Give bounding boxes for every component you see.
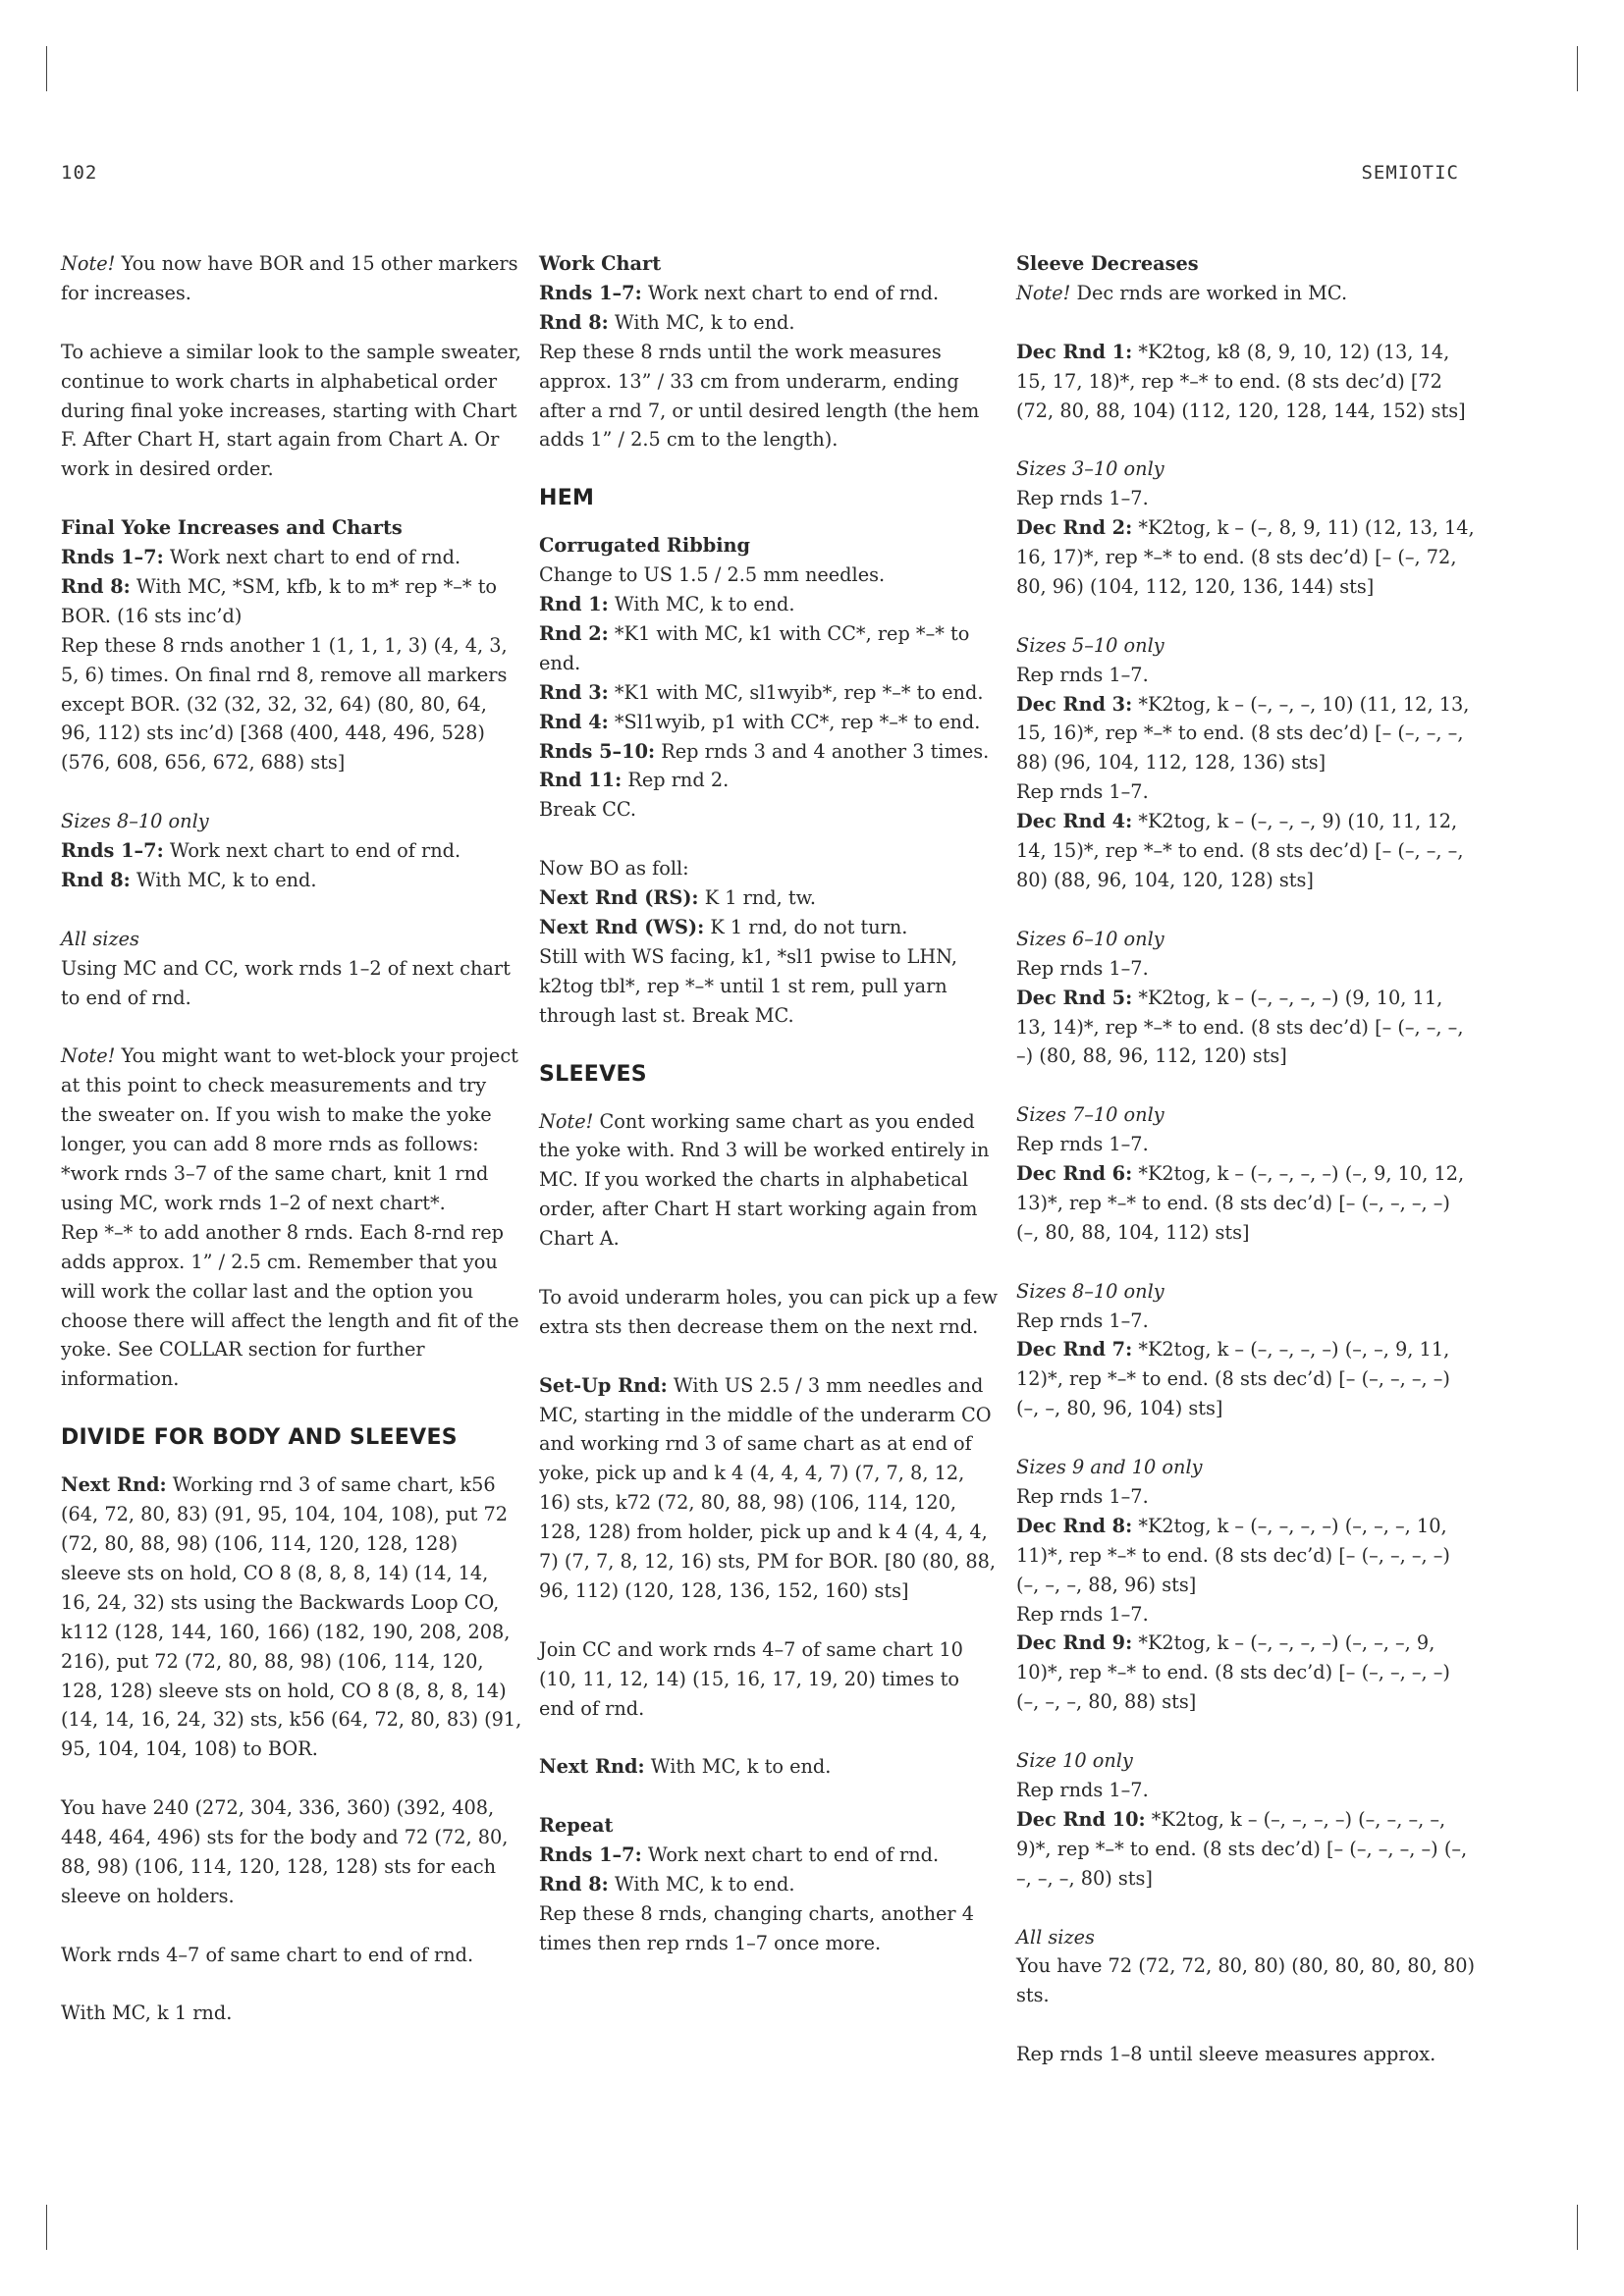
dec-rnd-10: Dec Rnd 10: *K2tog, k – (–, –, –, –) (–, –, –, –, 9)*, rep *–* to end. (8 sts dec’d) [– (–, –, –, –) (–, –, –, –, 80) sts] [1016, 1807, 1468, 1890]
sleeve-decreases-heading: Sleeve Decreases [1016, 252, 1199, 275]
size-10-rep: Rep rnds 1–7. [1016, 1779, 1149, 1801]
work-chart-heading: Work Chart [539, 252, 662, 275]
sizes-9-10-rep: Rep rnds 1–7. [1016, 1484, 1149, 1508]
hem-rnd-4: Rnd 4: *Sl1wyib, p1 with CC*, rep *–* to end. [539, 710, 981, 733]
work-chart-rnd-8: Rnd 8: With MC, k to end. [539, 310, 795, 334]
hem-next-rnd-rs: Next Rnd (RS): K 1 rnd, tw. [539, 886, 816, 910]
final-yoke-rnds-1-7: Rnds 1–7: Work next chart to end of rnd. [61, 546, 461, 569]
sizes-6-10-section [1016, 925, 1478, 1072]
sizes-8-10-rnds-1-7: Rnds 1–7: Work next chart to end of rnd. [61, 839, 461, 863]
work-chart-repeat: Rep these 8 rnds until the work measures approx. 13” / 33 cm from underarm, ending after a rnd 7, or until desired length (the hem adds 1” / 2.5 cm to the length). [539, 340, 980, 452]
sleeves-heading: SLEEVES [539, 1061, 647, 1087]
hem-bind-off: Still with WS facing, k1, *sl1 pwise to LHN, k2tog tbl*, rep *–* until 1 st rem, pull yarn through last st. Break MC. [539, 944, 957, 1027]
divide-work-rnds: Work rnds 4–7 of same chart to end of rnd. [61, 1943, 474, 1966]
sizes-9-10-section [1016, 1453, 1478, 1717]
dec-rnd-7: Dec Rnd 7: *K2tog, k – (–, –, –, –) (–, –, 9, 11, 12)*, rep *–* to end. (8 sts dec’d) [– (–, –, –, –) (–, –, 80, 96, 104) sts] [1016, 1338, 1450, 1420]
sizes-5-10-section [1016, 631, 1478, 895]
dec-rnd-2: Dec Rnd 2: *K2tog, k – (–, 8, 9, 11) (12, 13, 14, 16, 17)*, rep *–* to end. (8 sts dec’d) [– (–, 72, 80, 96) (104, 112, 120, 136, 144) sts] [1016, 516, 1475, 598]
corrugated-ribbing-heading: Corrugated Ribbing [539, 534, 751, 558]
hem-heading: HEM [539, 486, 595, 511]
dec-rnd-4: Dec Rnd 4: *K2tog, k – (–, –, –, 9) (10, 11, 12, 14, 15)*, rep *–* to end. (8 sts dec’d) [– (–, –, –, 80) (88, 96, 104, 120, 128) sts] [1016, 810, 1464, 891]
note-markers: Note! You now have BOR and 15 other markers for increases. [61, 252, 518, 304]
repeat-rnd-8: Rnd 8: With MC, k to end. [539, 1873, 795, 1896]
sizes-5-10-rep-2: Rep rnds 1–7. [1016, 780, 1149, 804]
sample-look-paragraph: To achieve a similar look to the sample sweater, continue to work charts in alphabetical order during final yoke increases, starting with Chart F. After Chart H, start again from Chart A. Or work in desired order. [61, 340, 521, 481]
hem-rnd-2: Rnd 2: *K1 with MC, k1 with CC*, rep *–* to end. [539, 621, 970, 674]
sleeves-join-cc: Join CC and work rnds 4–7 of same chart 10 (10, 11, 12, 14) (15, 16, 17, 19, 20) times to end of rnd. [539, 1637, 963, 1720]
work-chart-rnds-1-7: Rnds 1–7: Work next chart to end of rnd. [539, 281, 940, 304]
size-10-section [1016, 1746, 1478, 1894]
sizes-8-10-dec-heading: Sizes 8–10 only [1016, 1279, 1164, 1303]
column-2 [539, 249, 1001, 1988]
all-sizes-sleeve-heading: All sizes [1016, 1925, 1095, 1949]
all-sizes-sleeve-section [1016, 1923, 1478, 2011]
sizes-8-10-section [61, 807, 522, 895]
sleeves-underarm-tip: To avoid underarm holes, you can pick up a few extra sts then decrease them on the next rnd. [539, 1285, 998, 1338]
crop-mark-top-left [46, 46, 47, 91]
dec-rnd-5: Dec Rnd 5: *K2tog, k – (–, –, –, –) (9, 10, 11, 13, 14)*, rep *–* to end. (8 sts dec’d) [– (–, –, –, –) (80, 88, 96, 112, 120) sts] [1016, 986, 1464, 1068]
all-sizes-sleeve-count: You have 72 (72, 72, 80, 80) (80, 80, 80, 80, 80) sts. [1016, 1954, 1476, 2007]
dec-rnd-9: Dec Rnd 9: *K2tog, k – (–, –, –, –) (–, –, –, 9, 10)*, rep *–* to end. (8 sts dec’d) [– (–, –, –, –) (–, –, –, 80, 88) sts] [1016, 1631, 1450, 1714]
work-chart-section [539, 249, 1001, 454]
sizes-6-10-rep: Rep rnds 1–7. [1016, 956, 1149, 980]
hem-rnd-11: Rnd 11: Rep rnd 2. [539, 769, 730, 792]
sizes-7-10-rep: Rep rnds 1–7. [1016, 1133, 1149, 1156]
hem-change-needles: Change to US 1.5 / 2.5 mm needles. [539, 563, 886, 587]
dec-rnd-8: Dec Rnd 8: *K2tog, k – (–, –, –, –) (–, –, –, 10, 11)*, rep *–* to end. (8 sts dec’d) [– (–, –, –, –) (–, –, –, 88, 96) sts] [1016, 1514, 1450, 1596]
divide-next-rnd: Next Rnd: Working rnd 3 of same chart, k56 (64, 72, 80, 83) (91, 95, 104, 104, 108), put 72 (72, 80, 88, 98) (106, 114, 120, 128, 128) sleeve sts on hold, CO 8 (8, 8, 8, 14) (14, 14, 16, 24, 32) sts using the Backwards Loop CO, k112 (128, 144, 160, 166) (182, 190, 208, 208, 216), put 72 (72, 80, 88, 98) (106, 114, 120, 128, 128) sleeve sts on hold, CO 8 (8, 8, 8, 14) (14, 14, 16, 24, 32) sts, k56 (64, 72, 80, 83) (91, 95, 104, 104, 108) to BOR. [61, 1473, 522, 1761]
final-yoke-section [61, 513, 522, 777]
sizes-9-10-heading: Sizes 9 and 10 only [1016, 1456, 1203, 1479]
sizes-5-10-heading: Sizes 5–10 only [1016, 633, 1164, 657]
sizes-8-10-rnd-8: Rnd 8: With MC, k to end. [61, 868, 317, 891]
hem-section [539, 531, 1001, 1030]
sizes-6-10-heading: Sizes 6–10 only [1016, 927, 1164, 950]
wet-block-note [61, 1041, 522, 1394]
repeat-text: Rep these 8 rnds, changing charts, another 4 times then rep rnds 1–7 once more. [539, 1901, 975, 1954]
all-sizes-heading: All sizes [61, 927, 139, 950]
sizes-3-10-section [1016, 454, 1478, 602]
sizes-8-10-heading: Sizes 8–10 only [61, 810, 209, 833]
page-number: 102 [61, 162, 98, 184]
crop-mark-bottom-left [46, 2205, 47, 2250]
final-yoke-rnd-8: Rnd 8: With MC, *SM, kfb, k to m* rep *–* to BOR. (16 sts inc’d) [61, 574, 498, 627]
divide-stitch-count: You have 240 (272, 304, 336, 360) (392, 408, 448, 464, 496) sts for the body and 72 (72, 80, 88, 98) (106, 114, 120, 128, 128) sts for each sleeve on holders. [61, 1796, 509, 1907]
repeat-rnds-1-7: Rnds 1–7: Work next chart to end of rnd. [539, 1843, 940, 1867]
dec-rnd-3: Dec Rnd 3: *K2tog, k – (–, –, –, 10) (11, 12, 13, 15, 16)*, rep *–* to end. (8 sts dec’d) [– (–, –, –, 88) (96, 104, 112, 128, 136) sts] [1016, 692, 1470, 774]
hem-break-cc: Break CC. [539, 798, 637, 822]
hem-bo-foll: Now BO as foll: [539, 857, 689, 881]
all-sizes-text: Using MC and CC, work rnds 1–2 of next chart to end of rnd. [61, 956, 511, 1009]
sizes-5-10-rep: Rep rnds 1–7. [1016, 663, 1149, 686]
hem-rnd-3: Rnd 3: *K1 with MC, sl1wyib*, rep *–* to end. [539, 680, 984, 704]
sleeves-note: Note! Cont working same chart as you ended the yoke with. Rnd 3 will be worked entirely in MC. If you worked the charts in alphabetical order, after Chart H start working again from Chart A. [539, 1109, 990, 1251]
all-sizes-section [61, 925, 522, 1013]
sizes-7-10-section [1016, 1100, 1478, 1248]
sizes-3-10-heading: Sizes 3–10 only [1016, 457, 1164, 481]
divide-mc-rnd: With MC, k 1 rnd. [61, 2002, 233, 2025]
final-yoke-heading: Final Yoke Increases and Charts [61, 516, 403, 540]
wet-block-note-text: Note! You might want to wet-block your project at this point to check measurements and try the sweater on. If you wish to make the yoke longer, you can add 8 more rnds as follows: *work rnds 3–7 of the same chart, knit 1 rnd using MC, work rnds 1–2 of next chart*. [61, 1044, 518, 1214]
sleeve-length-repeat: Rep rnds 1–8 until sleeve measures approx. [1016, 2043, 1436, 2066]
sleeves-repeat-section [539, 1811, 1001, 1958]
crop-mark-bottom-right [1577, 2205, 1578, 2250]
dec-rnd-1: Dec Rnd 1: *K2tog, k8 (8, 9, 10, 12) (13, 14, 15, 17, 18)*, rep *–* to end. (8 sts dec’d) [72 (72, 80, 88, 104) (112, 120, 128, 144, 152) sts] [1016, 340, 1466, 422]
wet-block-repeat: Rep *–* to add another 8 rnds. Each 8-rnd rep adds approx. 1” / 2.5 cm. Remember that you will work the collar last and the option you choose there will affect the length and fit of the yoke. See COLLAR section for further information. [61, 1220, 519, 1391]
sleeves-setup-rnd: Set-Up Rnd: With US 2.5 / 3 mm needles and MC, starting in the middle of the underarm CO and working rnd 3 of same chart as at end of yoke, pick up and k 4 (4, 4, 4, 7) (7, 7, 8, 12, 16) sts, k72 (72, 80, 88, 98) (106, 114, 120, 128, 128) from holder, pick up and k 4 (4, 4, 4, 7) (7, 7, 8, 12, 16) sts, PM for BOR. [80 (80, 88, 96, 112) (120, 128, 136, 152, 160) sts] [539, 1373, 997, 1602]
size-10-heading: Size 10 only [1016, 1749, 1133, 1773]
sizes-3-10-rep: Rep rnds 1–7. [1016, 487, 1149, 510]
sleeve-decreases-note: Note! Dec rnds are worked in MC. [1016, 281, 1348, 304]
hem-rnd-1: Rnd 1: With MC, k to end. [539, 593, 795, 616]
running-title: SEMIOTIC [1361, 162, 1459, 184]
dec-rnd-6: Dec Rnd 6: *K2tog, k – (–, –, –, –) (–, 9, 10, 12, 13)*, rep *–* to end. (8 sts dec’d) [– (–, –, –, –) (–, 80, 88, 104, 112) sts] [1016, 1162, 1465, 1244]
column-1 [61, 249, 522, 2057]
repeat-heading: Repeat [539, 1814, 614, 1838]
final-yoke-repeat: Rep these 8 rnds another 1 (1, 1, 1, 3) (4, 4, 3, 5, 6) times. On final rnd 8, remove all markers except BOR. (32 (32, 32, 32, 64) (80, 80, 64, 96, 112) sts inc’d) [368 (400, 448, 496, 528) (576, 608, 656, 672, 688) sts] [61, 633, 508, 774]
sleeves-next-rnd: Next Rnd: With MC, k to end. [539, 1755, 832, 1779]
column-3 [1016, 249, 1478, 2099]
sizes-8-10-dec-rep: Rep rnds 1–7. [1016, 1308, 1149, 1332]
divide-heading: DIVIDE FOR BODY AND SLEEVES [61, 1425, 458, 1451]
sizes-8-10-dec-section [1016, 1277, 1478, 1424]
sizes-7-10-heading: Sizes 7–10 only [1016, 1103, 1164, 1127]
hem-rnds-5-10: Rnds 5–10: Rep rnds 3 and 4 another 3 times. [539, 739, 990, 763]
hem-next-rnd-ws: Next Rnd (WS): K 1 rnd, do not turn. [539, 916, 908, 938]
sizes-9-10-rep-2: Rep rnds 1–7. [1016, 1602, 1149, 1626]
crop-mark-top-right [1577, 46, 1578, 91]
